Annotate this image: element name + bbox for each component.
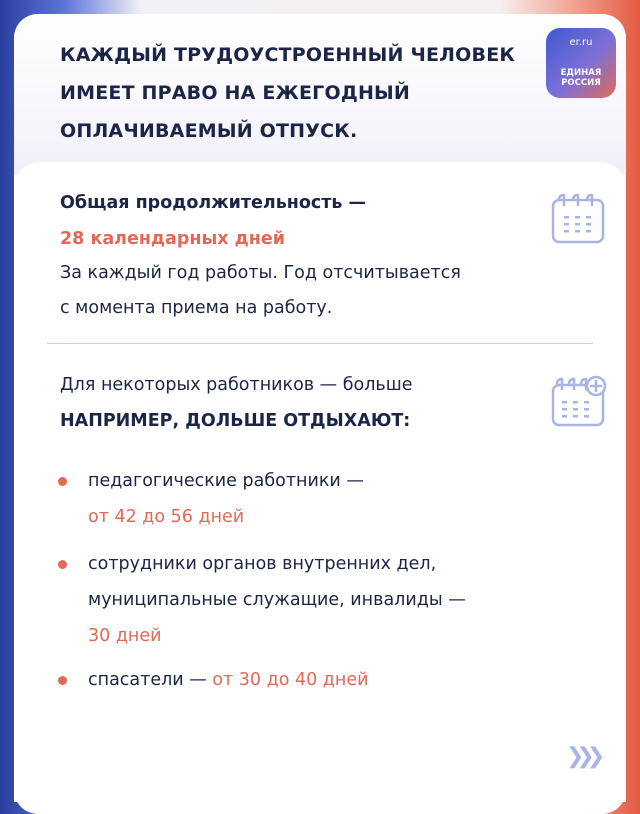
- section2-heading: НАПРИМЕР, ДОЛЬШЕ ОТДЫХАЮТ:: [60, 411, 411, 431]
- er-logo: [546, 28, 616, 98]
- list-item-accent: от 30 до 40 дней: [212, 670, 369, 690]
- list-item-text-2: муниципальные служащие, инвалиды —: [88, 590, 466, 610]
- logo-site: er.ru: [569, 37, 593, 48]
- title-line-1: КАЖДЫЙ ТРУДОУСТРОЕННЫЙ ЧЕЛОВЕК: [60, 44, 516, 66]
- logo-brand-line-2: РОССИЯ: [561, 78, 601, 88]
- calendar-icon: [550, 192, 606, 244]
- section2-intro: Для некоторых работников — больше: [60, 375, 413, 395]
- list-item-text: спасатели —: [88, 670, 207, 690]
- section-divider: [47, 343, 593, 344]
- bullet-dot: [58, 676, 67, 685]
- bullet-dot: [58, 477, 67, 486]
- logo-brand-line-1: ЕДИНАЯ: [560, 68, 602, 78]
- duration-text-line-1: За каждый год работы. Год отсчитывается: [60, 263, 461, 283]
- list-item: [88, 463, 364, 535]
- list-item-text: педагогические работники —: [88, 471, 364, 491]
- list-item-accent: от 42 до 56 дней: [88, 507, 245, 527]
- list-item-accent: 30 дней: [88, 626, 162, 646]
- duration-heading: Общая продолжительность —: [60, 193, 367, 213]
- list-item: [88, 662, 368, 698]
- duration-value: 28 календарных дней: [60, 229, 286, 249]
- duration-text-line-2: с момента приема на работу.: [60, 298, 333, 318]
- calendar-plus-icon: [550, 375, 608, 427]
- next-chevrons-icon[interactable]: ❯❯❯: [566, 744, 598, 769]
- list-item: [88, 546, 466, 654]
- logo-brand: [546, 68, 616, 88]
- list-item-text: сотрудники органов внутренних дел,: [88, 554, 437, 574]
- page-title: [60, 36, 530, 150]
- title-line-2: ИМЕЕТ ПРАВО НА ЕЖЕГОДНЫЙ: [60, 82, 411, 104]
- bullet-dot: [58, 560, 67, 569]
- title-line-3: ОПЛАЧИВАЕМЫЙ ОТПУСК.: [60, 120, 358, 142]
